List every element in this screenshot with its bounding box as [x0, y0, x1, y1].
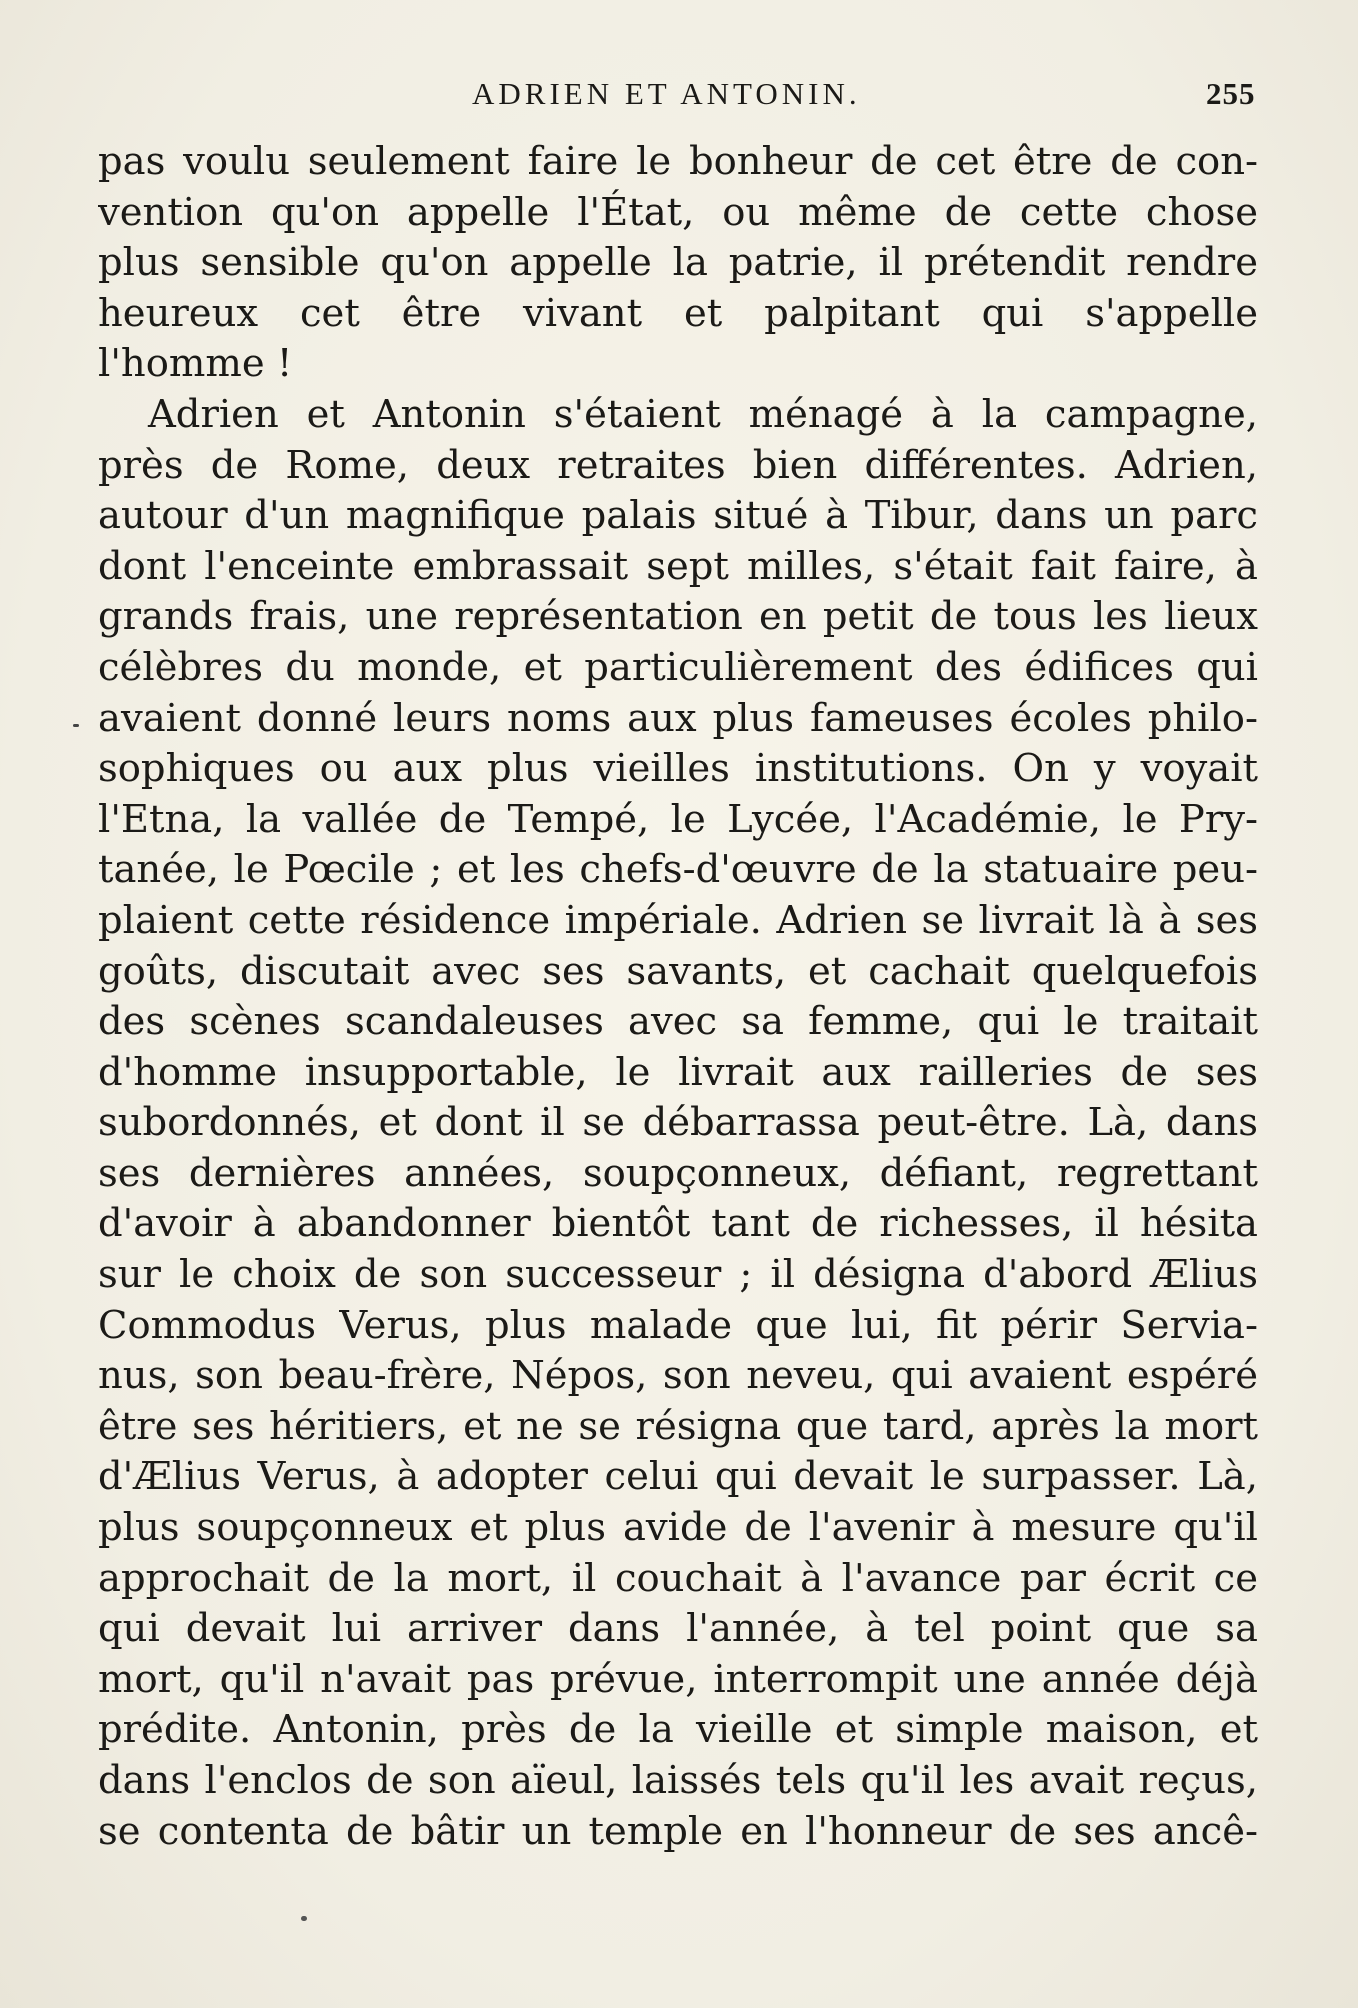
text-line: d'homme insupportable, le livrait aux railleries de ses — [98, 1049, 1258, 1095]
text-line: tanée, le Pœcile ; et les chefs-d'œuvre de la statuaire peu- — [98, 847, 1258, 893]
text-line: des scènes scandaleuses avec sa femme, qui le traitait — [98, 999, 1258, 1045]
text-line: goûts, discutait avec ses savants, et cachait quelquefois — [98, 948, 1258, 994]
text-line: dont l'enceinte embrassait sept milles, s'était fait faire, à — [98, 543, 1258, 589]
body-text — [98, 137, 1258, 1857]
text-line: avaient donné leurs noms aux plus fameuses écoles philo- — [98, 695, 1258, 741]
bottom-mark — [301, 1916, 307, 1921]
text-line: heureux cet être vivant et palpitant qui s'appelle — [98, 290, 1258, 336]
margin-mark — [73, 724, 79, 727]
text-line: être ses héritiers, et ne se résigna que tard, après la mort — [98, 1403, 1258, 1449]
text-line: d'avoir à abandonner bientôt tant de richesses, il hésita — [98, 1201, 1258, 1247]
running-title: ADRIEN ET ANTONIN. — [472, 76, 861, 111]
text-line: sur le choix de son successeur ; il désigna d'abord Ælius — [98, 1252, 1258, 1298]
running-head — [0, 76, 1358, 116]
text-line: sophiques ou aux plus vieilles institutions. On y voyait — [98, 746, 1258, 792]
text-line: près de Rome, deux retraites bien différentes. Adrien, — [98, 442, 1258, 488]
text-line: autour d'un magnifique palais situé à Tibur, dans un parc — [98, 493, 1258, 539]
text-line: vention qu'on appelle l'État, ou même de cette chose — [98, 189, 1258, 235]
text-line: prédite. Antonin, près de la vieille et simple maison, et — [98, 1707, 1258, 1753]
text-line: qui devait lui arriver dans l'année, à tel point que sa — [98, 1606, 1258, 1652]
text-line: nus, son beau-frère, Népos, son neveu, qui avaient espéré — [98, 1353, 1258, 1399]
text-line: célèbres du monde, et particulièrement des édifices qui — [98, 644, 1258, 690]
text-line: grands frais, une représentation en petit de tous les lieux — [98, 594, 1258, 640]
text-line: Adrien et Antonin s'étaient ménagé à la campagne, — [148, 391, 1258, 437]
text-line: se contenta de bâtir un temple en l'honneur de ses ancê- — [98, 1808, 1258, 1854]
text-line: approchait de la mort, il couchait à l'avance par écrit ce — [98, 1555, 1258, 1601]
text-line: plaient cette résidence impériale. Adrien se livrait là à ses — [98, 897, 1258, 943]
text-line: ses dernières années, soupçonneux, défiant, regrettant — [98, 1150, 1258, 1196]
text-line: l'Etna, la vallée de Tempé, le Lycée, l'Académie, le Pry- — [98, 796, 1258, 842]
text-line: pas voulu seulement faire le bonheur de cet être de con- — [98, 139, 1258, 184]
text-line: dans l'enclos de son aïeul, laissés tels qu'il les avait reçus, — [98, 1758, 1258, 1803]
text-line: Commodus Verus, plus malade que lui, fit périr Servia- — [98, 1302, 1258, 1348]
text-line: plus soupçonneux et plus avide de l'avenir à mesure qu'il — [98, 1505, 1258, 1551]
text-line: mort, qu'il n'avait pas prévue, interrompit une année déjà — [98, 1656, 1258, 1702]
text-line: d'Ælius Verus, à adopter celui qui devait le surpasser. Là, — [98, 1454, 1258, 1500]
text-line: subordonnés, et dont il se débarrassa peut-être. Là, dans — [98, 1100, 1258, 1146]
text-line: plus sensible qu'on appelle la patrie, il prétendit rendre — [98, 240, 1258, 286]
text-line: l'homme ! — [98, 341, 293, 387]
page-number: 255 — [1206, 76, 1256, 111]
